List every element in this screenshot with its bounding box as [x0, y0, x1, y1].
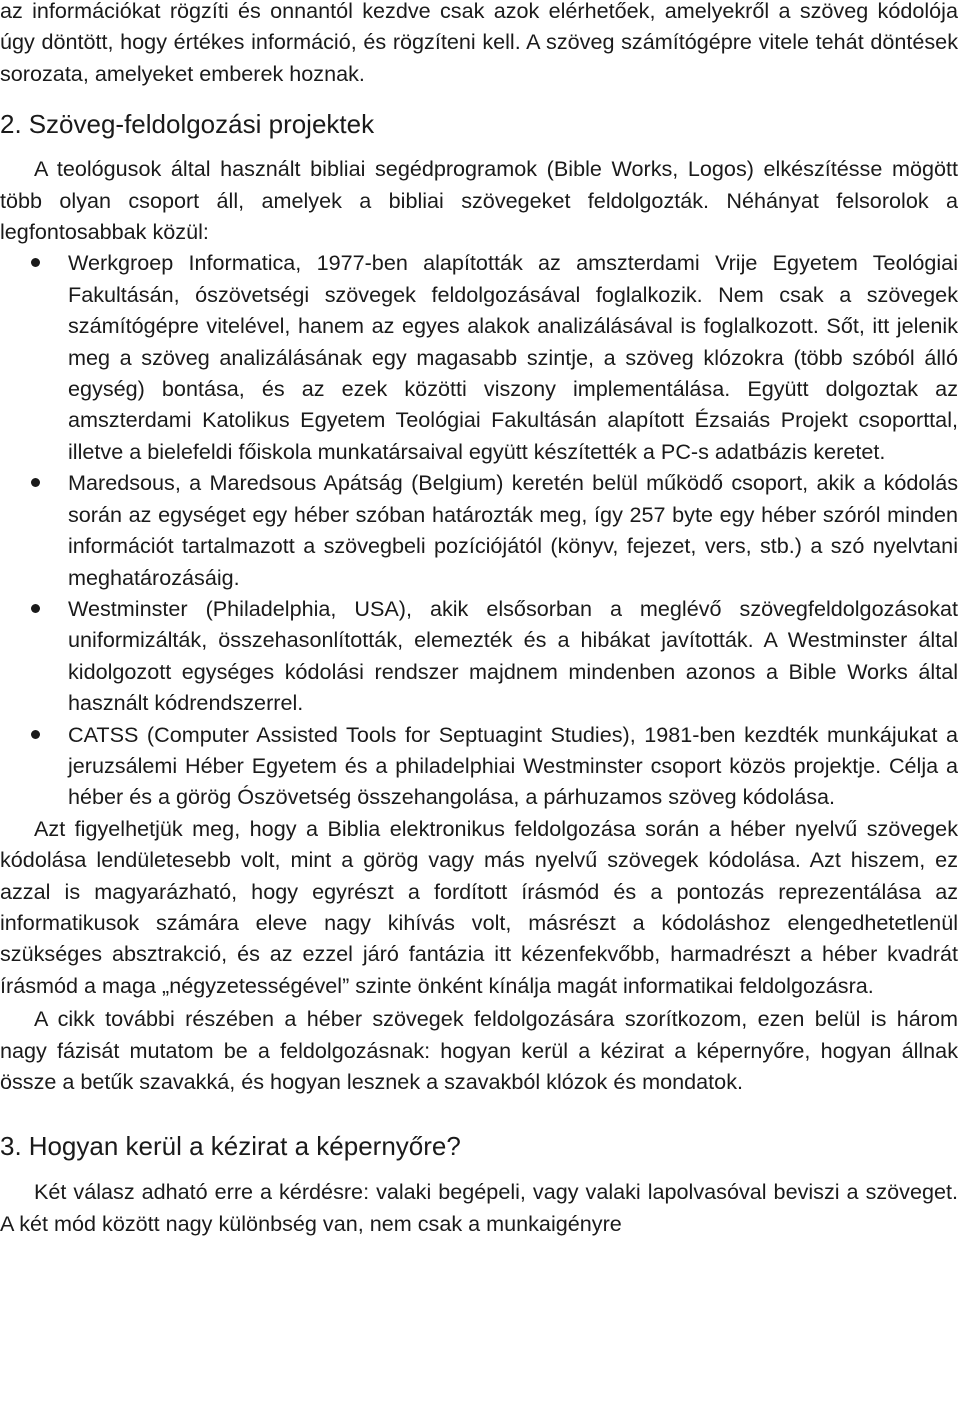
intro-paragraph: az információkat rögzíti és onnantól kezdve csak azok elérhetőek, amelyekről a szöveg kódolója úgy döntött, hogy értékes információ, és rögzíteni kell. A szöveg számítógépre vitele tehát döntések sorozata, amelyeket emberek hoznak. — [0, 0, 958, 86]
bullet-icon — [31, 604, 40, 613]
section-2-title: Szöveg-feldolgozási projektek — [28, 109, 375, 140]
bullet-icon — [31, 730, 40, 739]
section-3-title: Hogyan kerül a kézirat a képernyőre? — [28, 1131, 461, 1162]
list-item-text: Westminster (Philadelphia, USA), akik elsősorban a meglévő szövegfeldolgozásokat uniformizálták, összehasonlították, elemezték és a hibákat javították. A Westminster által kidolgozott egységes kódolási rendszer majdnem mindenben azonos a Bible Works által használt kódrendszerrel. — [68, 595, 958, 716]
project-list — [0, 247, 958, 812]
section-2-lead-paragraph: A teológusok által használt bibliai segédprogramok (Bible Works, Logos) elkészítésse mögött több olyan csoport áll, amelyek a bibliai szövegeket feldolgozták. Néhányat felsorolok a legfontosabbak közül: — [0, 156, 958, 245]
list-item — [0, 247, 958, 467]
section-3-number: 3. — [0, 1131, 22, 1162]
bullet-icon — [31, 258, 40, 267]
list-item-text: CATSS (Computer Assisted Tools for Septuagint Studies), 1981-ben kezdték munkájukat a jeruzsálemi Héber Egyetem és a philadelphiai Westminster csoport közös projektje. Célja a héber és a görög Ószövetség összehangolása, a párhuzamos szöveg kódolása. — [68, 721, 958, 810]
paragraph-after-list: Azt figyelhetjük meg, hogy a Biblia elektronikus feldolgozása során a héber nyelvű szövegek kódolása lendületesebb volt, mint a görög vagy más nyelvű szövegek kódolása. Azt hiszem, ez azzal is magyarázható, hogy egyrészt a fordított írásmód és a pontozás reprezentálása az informatikusok számára eleve nagy kihívás volt, másrészt a kódoláshoz elengedhetetlenül szükséges absztrakció, és az ezzel járó fantázia itt kézenfekvőbb, harmadrészt a héber kvadrát írásmód a maga „négyzetességével” szinte önként kínálja magát informatikai feldolgozásra. — [0, 815, 958, 998]
list-item — [0, 719, 958, 813]
list-item — [0, 593, 958, 719]
list-item — [0, 467, 958, 593]
section-3-heading — [0, 1128, 958, 1164]
bullet-icon — [31, 478, 40, 487]
list-item-text: Maredsous, a Maredsous Apátság (Belgium) keretén belül működő csoport, akik a kódolás során az egységet egy héber szóban határozták meg, így 257 byte egy héber szóról minden információt tartalmazott a szövegbeli pozíciójától (könyv, fejezet, vers, stb.) a szó nyelvtani meghatározásáig. — [68, 470, 958, 590]
section-3-lead-paragraph: Két válasz adható erre a kérdésre: valaki begépeli, vagy valaki lapolvasóval beviszi a szöveget. A két mód között nagy különbség van, nem csak a munkaigényre — [0, 1179, 958, 1236]
list-item-text: Werkgroep Informatica, 1977-ben alapították az amszterdami Vrije Egyetem Teológiai Fakultásán, ószövetségi szövegek feldolgozásával foglalkozik. Nem csak a szövegek számítógépre vitelével, hanem az egyes alakok analizálásával is foglalkozott. Sőt, itt jelenik meg a szöveg analizálásának egy magasabb szintje, a szöveg klózokra (több szóból álló egység) bontása, és az ezek közötti viszony implementálása. Együtt dolgoztak az amszterdami Katolikus Egyetem Teológiai Fakultásán alapított Ézsaiás Projekt csoporttal, illetve a bielefeldi főiskola munkatársaival együtt készítették a PC-s adatbázis keretet. — [68, 250, 958, 464]
closing-paragraph: A cikk további részében a héber szövegek feldolgozására szorítkozom, ezen belül is három nagy fázisát mutatom be a feldolgozásnak: hogyan kerül a kézirat a képernyőre, hogyan állnak össze a betűk szavakká, és hogyan lesznek a szavakból klózok és mondatok. — [0, 1006, 958, 1094]
section-2-heading — [0, 106, 958, 142]
section-2-number: 2. — [0, 109, 22, 140]
